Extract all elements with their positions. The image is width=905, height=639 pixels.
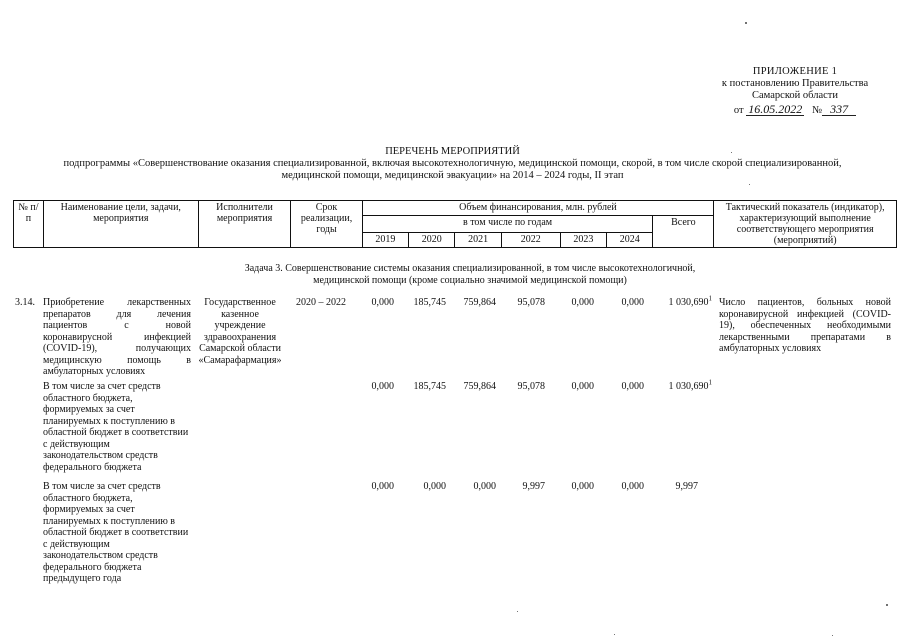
task-heading — [200, 263, 740, 286]
year-2021: 2021 — [455, 233, 501, 248]
sub2-value-2019: 0,000 — [371, 481, 394, 492]
appendix-line2: к постановлению Правительства — [721, 78, 869, 89]
row-number: 3.14. — [15, 297, 35, 308]
col-num-header: № п/п — [14, 201, 44, 248]
col-total-header: Всего — [653, 216, 714, 248]
sub2-value-2023: 0,000 — [571, 481, 594, 492]
sub1-value-2021: 759,864 — [463, 381, 496, 392]
sub1-total-note: 1 — [708, 378, 712, 387]
sub1-value-2022: 95,078 — [517, 381, 545, 392]
document-title — [0, 146, 905, 182]
col-term-header: Срок реализации, годы — [291, 201, 362, 248]
from-label: от — [733, 105, 744, 116]
col-executors-header: Исполнители мероприятия — [198, 201, 291, 248]
decree-line — [700, 103, 890, 117]
header-table — [13, 200, 897, 248]
year-2019: 2019 — [362, 233, 408, 248]
task-line2: медицинской помощи (кроме социально значимой медицинской помощи) — [313, 274, 627, 286]
scan-speck — [749, 184, 750, 185]
row-value-2021: 759,864 — [463, 297, 496, 308]
row-total-value: 1 030,690 — [668, 297, 709, 308]
sub2-value-2020: 0,000 — [423, 481, 446, 492]
sub2-value-2021: 0,000 — [473, 481, 496, 492]
sub1-value-2019: 0,000 — [371, 381, 394, 392]
scan-speck — [517, 611, 518, 612]
row-value-2024: 0,000 — [621, 297, 644, 308]
sub1-name: В том числе за счет средств областного бюджета, формируемых за счет планируемых к поступлению в областной бюджет в соответствии с действующим законодательством средств федерального бюджета — [43, 381, 189, 473]
sub1-value-2020: 185,745 — [413, 381, 446, 392]
col-indicator-header: Тактический показатель (индикатор), характеризующий выполнение соответствующего мероприятия (мероприятий) — [714, 201, 897, 248]
sub2-value-2022: 9,997 — [522, 481, 545, 492]
row-term: 2020 – 2022 — [296, 297, 346, 308]
sub2-name: В том числе за счет средств областного бюджета, формируемых за счет планируемых к поступлению в областной бюджет в соответствии с действующим законодательством средств федерального бюджета предыдущего года — [43, 481, 189, 584]
row-name: Приобретение лекарственных препаратов для лечения пациентов с новой коронавирусной инфекцией (COVID-19), получающих медицинскую помощь в амбулаторных условиях — [43, 297, 191, 377]
year-2023: 2023 — [560, 233, 606, 248]
appendix-block — [700, 66, 890, 117]
decree-number: 337 — [822, 103, 856, 116]
sub1-total-value: 1 030,690 — [668, 381, 709, 392]
by-years-header: в том числе по годам — [362, 216, 653, 233]
decree-date: 16.05.2022 — [748, 102, 803, 116]
scan-speck — [745, 22, 747, 24]
appendix-line3: Самарской области — [752, 90, 838, 101]
task-line1: Задача 3. Совершенствование системы оказания специализированной, в том числе высокотехнологичной, — [244, 263, 696, 274]
sub2-value-2024: 0,000 — [621, 481, 644, 492]
sub1-value-2024: 0,000 — [621, 381, 644, 392]
row-indicator: Число пациентов, больных новой коронавирусной инфекцией (COVID-19), обеспеченных необходимыми лекарственными препаратами в амбулаторных условиях — [719, 297, 891, 354]
year-2022: 2022 — [501, 233, 560, 248]
number-label: № — [812, 105, 823, 116]
col-funding-header: Объем финансирования, млн. рублей — [362, 201, 714, 216]
row-value-2019: 0,000 — [371, 297, 394, 308]
scan-speck — [832, 635, 833, 636]
title-line1: подпрограммы «Совершенствование оказания специализированной, включая высокотехнологичную, медицинской помощи, скорой, в том числе скорой специализированной, — [63, 158, 842, 169]
row-value-2020: 185,745 — [413, 297, 446, 308]
appendix-title: ПРИЛОЖЕНИЕ 1 — [752, 66, 838, 77]
year-2024: 2024 — [607, 233, 653, 248]
row-total-note: 1 — [708, 294, 712, 303]
title-heading: ПЕРЕЧЕНЬ МЕРОПРИЯТИЙ — [385, 146, 520, 157]
sub2-total: 9,997 — [675, 481, 698, 492]
title-line2: медицинской помощи, медицинской эвакуации» на 2014 – 2024 годы, II этап — [281, 170, 624, 181]
sub1-value-2023: 0,000 — [571, 381, 594, 392]
row-total — [648, 294, 712, 309]
scan-speck — [614, 634, 615, 635]
row-value-2022: 95,078 — [517, 297, 545, 308]
year-2020: 2020 — [409, 233, 455, 248]
scan-speck — [886, 604, 888, 606]
row-value-2023: 0,000 — [571, 297, 594, 308]
scan-speck — [731, 152, 732, 153]
sub1-total — [648, 378, 712, 393]
col-name-header: Наименование цели, задачи, мероприятия — [43, 201, 198, 248]
row-executor: Государственное казенное учреждение здравоохранения Самарской области «Самарафармация» — [198, 297, 282, 366]
